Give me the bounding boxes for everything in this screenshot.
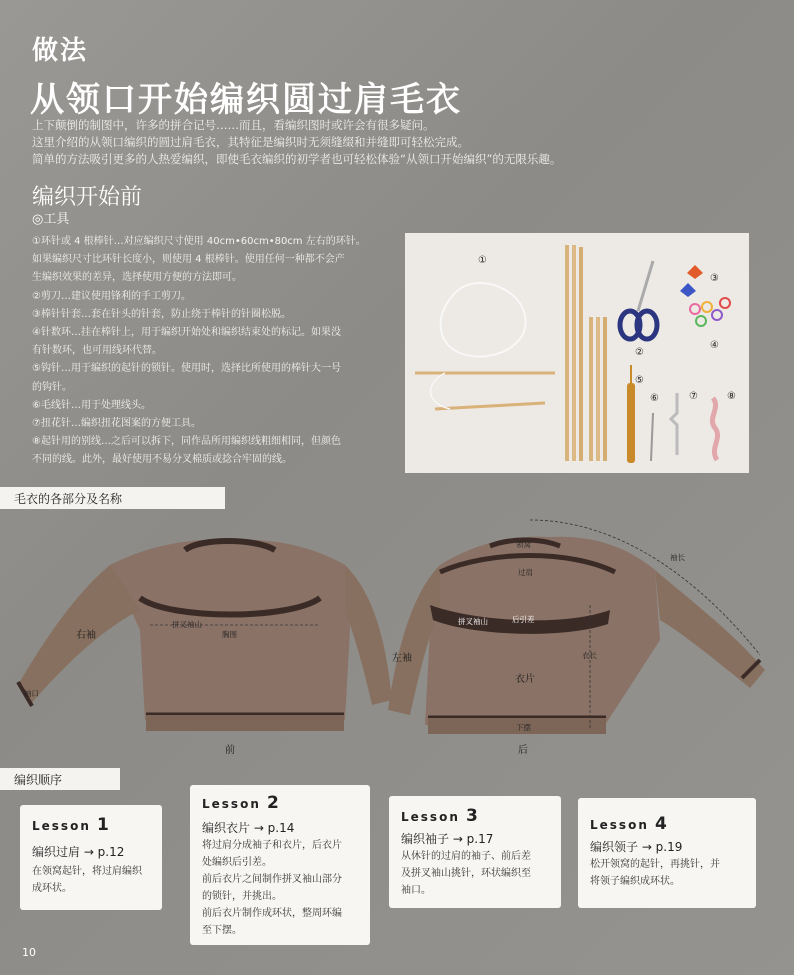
- lesson-card-3[interactable]: [389, 796, 561, 908]
- lesson-title: 编织袖子 → p.17: [401, 832, 494, 846]
- label-back: 后: [518, 745, 528, 756]
- parts-heading: 毛衣的各部分及名称: [14, 492, 123, 506]
- photo-label: ⑤: [635, 375, 644, 386]
- label-body: 衣片: [515, 674, 535, 685]
- label-body-length: 衣长: [582, 651, 597, 660]
- tool-line: ⑤钩针…用于编织的起针的锁针。使用时，选择比所使用的棒针大一号: [32, 363, 341, 375]
- tools-illustration: [405, 233, 749, 473]
- photo-label: ②: [635, 347, 644, 358]
- straight-needle: [589, 317, 593, 461]
- parts-heading-strip: [0, 487, 225, 509]
- photo-label: ⑧: [727, 391, 736, 402]
- lesson-label: Lesson 2: [202, 793, 281, 813]
- label-raglan-back: 拼叉袖山: [458, 617, 488, 626]
- tools-list: [32, 233, 392, 470]
- page-number: 10: [22, 946, 36, 959]
- label-sleeve-length: 袖长: [670, 553, 685, 562]
- lesson-desc: 将过肩分成袖子和衣片，后衣片 处编织后引差。 前后衣片之间制作拼叉袖山部分 的锁针，并挑出。 前后衣片制作成环状，整周环编 至下摆。: [202, 840, 342, 936]
- lesson-label: Lesson 4: [590, 814, 669, 834]
- tool-line: 如果编织尺寸比环针长度小，则使用 4 根棒针。使用任何一种都不会产: [32, 254, 345, 266]
- stitch-marker: [696, 316, 706, 326]
- label-right-sleeve: 右袖: [76, 630, 96, 641]
- lesson-card-1[interactable]: [20, 805, 162, 910]
- label-neck: 领窝: [516, 540, 531, 549]
- intro-line: 上下颠倒的制图中，许多的拼合记号……而且，看编织图时或许会有很多疑问。: [32, 118, 435, 132]
- lesson-card-2[interactable]: [190, 785, 370, 945]
- tool-line: ⑧起针用的别线…之后可以拆下，同作品所用编织线粗细相同，但颜色: [32, 436, 341, 448]
- intro-line: 简单的方法吸引更多的人热爱编织，即使毛衣编织的初学者也可轻松体验“从领口开始编织”的无限乐趣。: [32, 152, 562, 166]
- photo-label: ⑦: [689, 391, 698, 402]
- method-tag: 做法: [32, 36, 89, 66]
- label-raglan-front: 拼叉袖山: [172, 620, 202, 629]
- needle-tip: [435, 403, 545, 409]
- waste-yarn: [712, 398, 717, 460]
- stitch-marker: [712, 310, 722, 320]
- lesson-desc: 在领窝起针，将过肩编织 成环状。: [32, 866, 142, 894]
- straight-needle: [603, 317, 607, 461]
- sweater-diagram: [0, 510, 794, 765]
- page-title: 从领口开始编织圆过肩毛衣: [30, 80, 462, 120]
- lesson-title: 编织过肩 → p.12: [32, 845, 125, 859]
- tool-line: 有针数环，也可用线环代替。: [32, 345, 162, 357]
- front-left-sleeve: [345, 565, 392, 705]
- straight-needle: [572, 245, 576, 461]
- tool-line: ⑦扭花针…编织扭花图案的方便工具。: [32, 418, 201, 430]
- needle-cap: [680, 283, 696, 297]
- intro-paragraph: [32, 117, 652, 168]
- tool-line: 不同的线。此外，最好使用不易分叉棉质或捻合牢固的线。: [32, 454, 292, 466]
- scissors-blade: [638, 261, 653, 311]
- photo-label: ③: [710, 273, 719, 284]
- lesson-title: 编织衣片 → p.14: [202, 821, 295, 835]
- front-sweater: [18, 540, 392, 731]
- lesson-desc: 松开领窝的起针，再挑针，并 将领子编织成环状。: [590, 859, 720, 887]
- stitch-marker: [690, 304, 700, 314]
- order-heading-strip: [0, 768, 120, 790]
- lesson-desc: 从休针的过肩的袖子、前后差 及拼叉袖山挑针，环状编织至 袖口。: [401, 851, 531, 896]
- tool-line: 的钩针。: [32, 381, 72, 393]
- label-cuff: 袖口: [24, 689, 39, 698]
- order-heading: 编织顺序: [14, 773, 63, 787]
- cable-needle: [671, 393, 677, 455]
- tools-photo: [405, 233, 749, 473]
- circular-needle-cable: [431, 373, 450, 409]
- tools-heading: ◎工具: [32, 212, 70, 227]
- front-ribbing: [146, 715, 344, 731]
- lesson-label: Lesson 1: [32, 815, 111, 835]
- lesson-label: Lesson 3: [401, 806, 480, 826]
- stitch-marker: [702, 302, 712, 312]
- intro-line: 这里介绍的从领口编织的圆过肩毛衣，其特征是编织时无须缝缀和并缝即可轻松完成。: [32, 135, 469, 149]
- back-sweater: [388, 520, 765, 734]
- tool-line: ③棒针针套…套在针头的针套，防止绕于棒针的针圈松脱。: [32, 308, 291, 320]
- tool-line: ⑥毛线针…用于处理线头。: [32, 399, 151, 411]
- label-chest: 胸围: [222, 630, 237, 639]
- tool-line: ④针数环…挂在棒针上，用于编织开始处和编织结束处的标记。如果没: [32, 327, 341, 339]
- circular-needle-cable: [441, 283, 526, 357]
- crochet-hook: [627, 383, 635, 463]
- label-left-sleeve: 左袖: [392, 653, 412, 664]
- stitch-marker: [720, 298, 730, 308]
- photo-label: ⑥: [650, 393, 659, 404]
- photo-label: ④: [710, 340, 719, 351]
- tapestry-needle: [651, 413, 653, 461]
- needle-cap: [687, 265, 703, 279]
- lesson-card-4[interactable]: [578, 798, 756, 908]
- label-yoke: 过肩: [518, 568, 533, 577]
- sweater-illustration: [0, 510, 794, 765]
- tool-line: ②剪刀…建议使用锋利的手工剪刀。: [32, 290, 191, 302]
- label-front: 前: [225, 745, 235, 756]
- straight-needle: [596, 317, 600, 461]
- tool-line: 生编织效果的差异，选择使用方便的方法即可。: [32, 272, 242, 284]
- straight-needle: [579, 247, 583, 461]
- label-back-diff: 后引差: [512, 615, 535, 624]
- section-title-before: 编织开始前: [32, 185, 143, 210]
- straight-needle: [565, 245, 569, 461]
- photo-label: ①: [478, 255, 487, 266]
- label-hem: 下摆: [516, 723, 531, 732]
- lesson-title: 编织领子 → p.19: [590, 840, 683, 854]
- tool-line: ①环针或 4 根棒针…对应编织尺寸使用 40cm•60cm•80cm 左右的环针。: [32, 236, 366, 247]
